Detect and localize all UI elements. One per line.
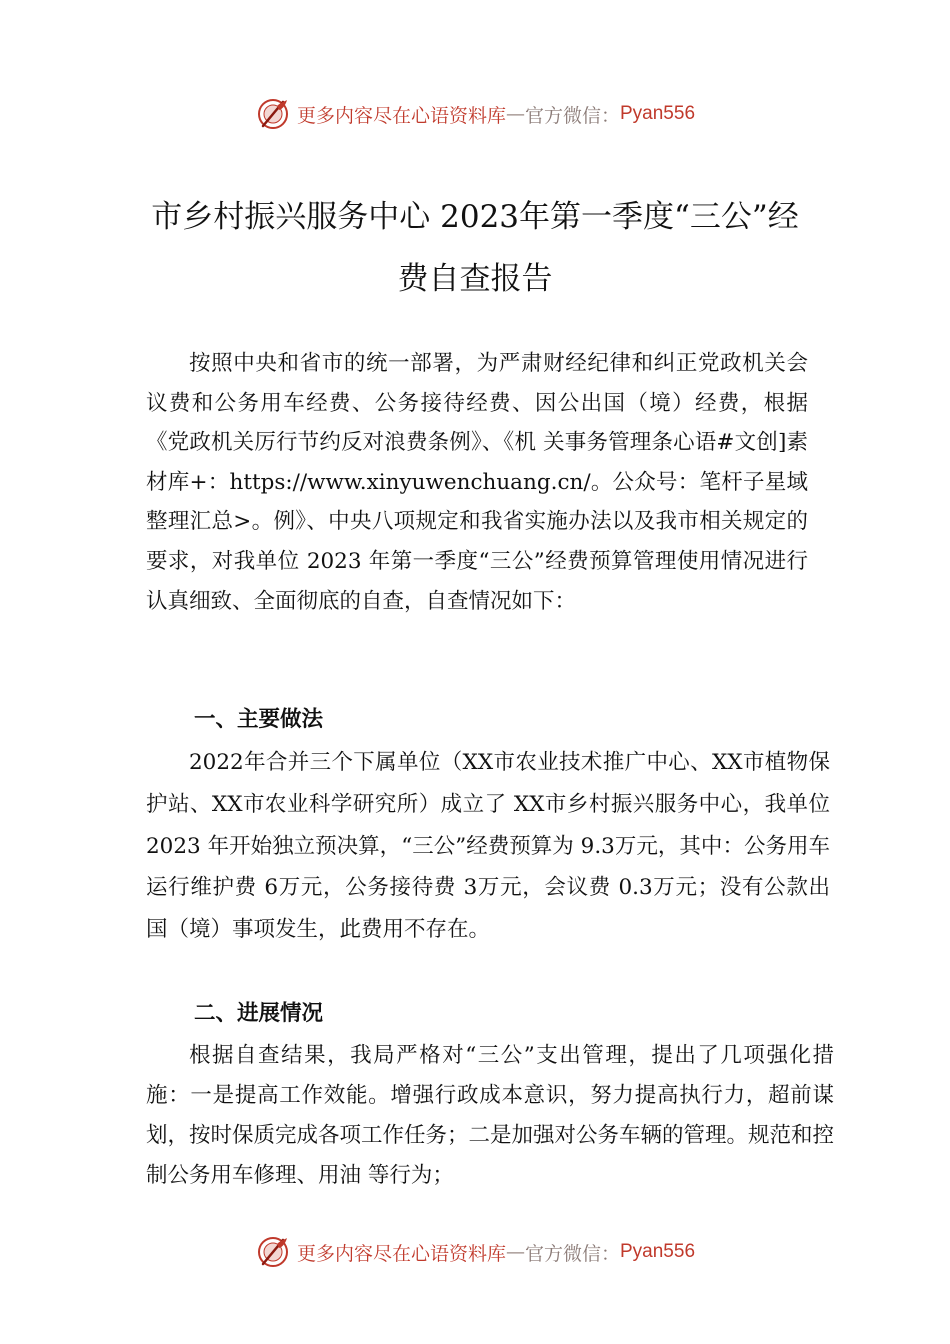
paragraph-progress: 根据自查结果，我局严格对“三公”支出管理，提出了几项强化措施：一是提高工作效能。增强行政成本意识，努力提高执行力，超前谋划，按时保质完成各项工作任务；二是加强对公务车辆的管理。规范和控制公务用车修理、用油 等行为；: [146, 1043, 835, 1188]
banner-wechat-label: 官方微信：: [524, 1242, 620, 1265]
banner-separator: —: [505, 1241, 525, 1263]
banner-separator: —: [505, 103, 525, 125]
quill-pen-logo-icon: [255, 96, 291, 132]
banner-wechat-handle: Pyan556: [620, 1241, 696, 1262]
header-watermark-banner: [0, 94, 950, 134]
footer-watermark-banner: [0, 1232, 950, 1272]
banner-wechat-label: 官方微信：: [524, 104, 620, 127]
banner-text: 更多内容尽在心语资料库: [296, 104, 506, 127]
quill-pen-logo-icon: [255, 1234, 291, 1270]
section-heading-main-practices: 一、主要做法: [194, 707, 324, 732]
document-title: 市乡村振兴服务中心 2023年第一季度“三公”经费自查报告: [151, 199, 799, 297]
banner-wechat-handle: Pyan556: [620, 103, 696, 124]
banner-text: 更多内容尽在心语资料库: [296, 1242, 506, 1265]
paragraph-main-practices: 2022年合并三个下属单位（XX市农业技术推广中心、XX市植物保护站、XX市农业科学研究所）成立了 XX市乡村振兴服务中心，我单位 2023 年开始独立预决算，“三公”经费预算为 9.3万元，其中：公务用车运行维护费 6万元，公务接待费 3万元，会议费 0.3万元；没有公款出国（境）事项发生，此费用不存在。: [146, 750, 830, 943]
paragraph-intro: 按照中央和省市的统一部署，为严肃财经纪律和纠正党政机关会议费和公务用车经费、公务接待经费、因公出国（境）经费，根据《党政机关厉行节约反对浪费条例》、《机 关事务管理条心语#文创]素材库+：https://www.xinyuwenchuang.cn/。公众号：笔杆子星域整理汇总>。例》、中央八项规定和我省实施办法以及我市相关规定的要求，对我单位 2023 年第一季度“三公”经费预算管理使用情况进行认真细致、全面彻底的自查，自查情况如下：: [146, 351, 808, 614]
section-heading-progress: 二、进展情况: [194, 1001, 324, 1026]
